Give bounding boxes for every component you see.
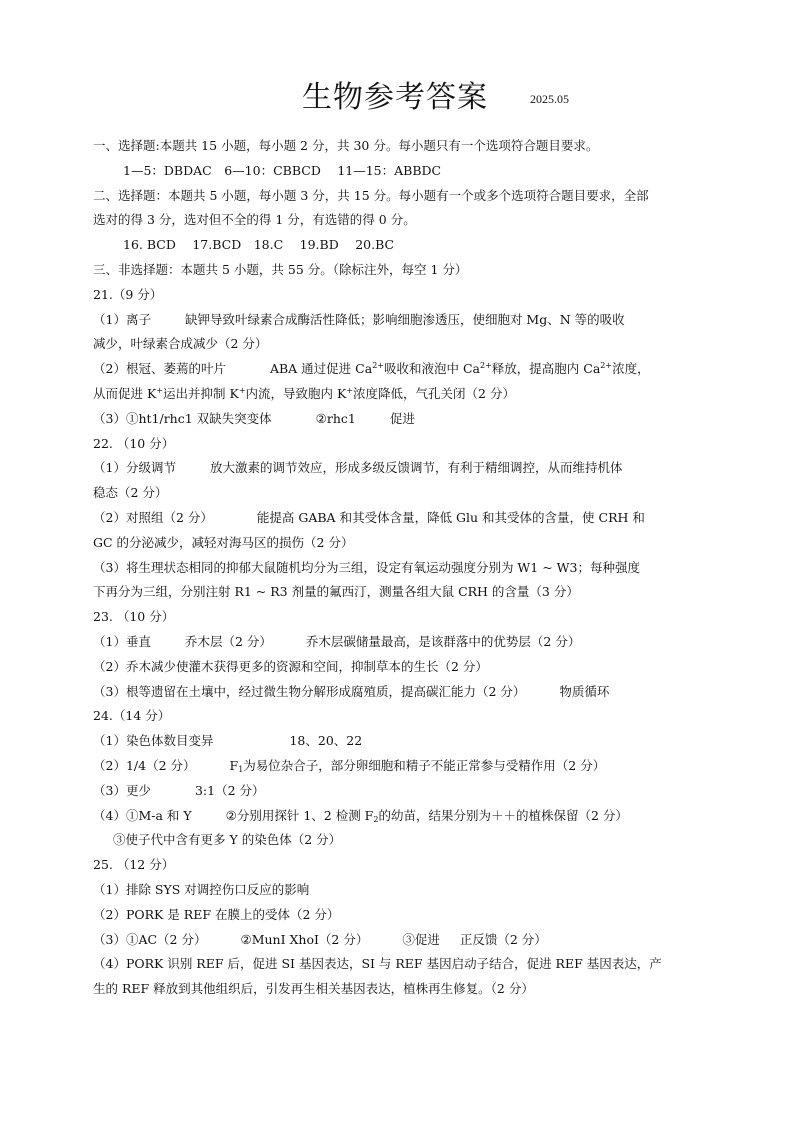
q22-part1-line2: 稳态（2 分）: [93, 485, 168, 501]
section2-heading-line2: 选对的得 3 分，选对但不全的得 1 分，有选错的得 0 分。: [93, 212, 416, 228]
q21-part3: （3）①ht1/rhc1 双缺失突变体 ②rhc1 促进: [93, 410, 415, 426]
q21-part1-line2: 减少，叶绿素合成减少（2 分）: [93, 336, 268, 352]
q24-part3: （3）更少 3:1（2 分）: [93, 782, 265, 798]
q22-part3-line1: （3）将生理状态相同的抑郁大鼠随机均分为三组，设定有氧运动强度分别为 W1 ~ W3；每种强度: [93, 559, 640, 575]
q25-part2: （2）PORK 是 REF 在膜上的受体（2 分）: [93, 906, 340, 922]
q22-part1-line1: （1）分级调节 放大激素的调节效应，形成多级反馈调节，有利于精细调控，从而维持机体: [93, 460, 623, 476]
answer-content: [93, 134, 699, 1002]
q24-title: 24.（14 分）: [93, 708, 171, 724]
q25-part3: （3）①AC（2 分） ②MunI XhoI（2 分） ③促进 正反馈（2 分）: [93, 931, 547, 947]
q22-part2-line2: GC 的分泌减少，减轻对海马区的损伤（2 分）: [93, 534, 354, 550]
section1-heading: 一、选择题:本题共 15 小题，每小题 2 分，共 30 分。每小题只有一个选项符合题目要求。: [93, 138, 599, 153]
q22-part2-line1: （2）对照组（2 分） 能提高 GABA 和其受体含量，降低 Glu 和其受体的含量，使 CRH 和: [93, 509, 645, 525]
section1-answers: 1—5：DBDAC 6—10：CBBCD 11—15：ABBDC: [123, 162, 442, 178]
page-title: 生物参考答案: [302, 80, 488, 115]
page-date: 2025.05: [530, 92, 569, 106]
q21-part1-line1: [93, 308, 699, 333]
q23-title: 23. （10 分）: [93, 609, 175, 625]
q25-title: 25. （12 分）: [93, 857, 175, 873]
q24-part1: （1）染色体数目变异 18、20、22: [93, 733, 363, 749]
section2-heading-line1: 二、选择题：本题共 5 小题，每小题 3 分，共 15 分。每小题有一个或多个选项符合题目要求，全部: [93, 187, 649, 203]
q24-part4-line2: ③使子代中含有更多 Y 的染色体（2 分）: [113, 832, 342, 848]
q21-part2-label: （2）根冠、萎蔫的叶片: [93, 361, 226, 377]
q23-part2: （2）乔木减少使灌木获得更多的资源和空间，抑制草本的生长（2 分）: [93, 658, 488, 674]
q22-title: 22. （10 分）: [93, 435, 175, 451]
section3-heading: 三、非选择题：本题共 5 小题，共 55 分。（除标注外，每空 1 分）: [93, 261, 468, 277]
q24-part4-line1: （4）①M-a 和 Y ②分别用探针 1、2 检测 $F_2$的幼苗，结果分别为＋＋的植株保留（2 分）: [93, 807, 628, 824]
q25-part1: （1）排除 SYS 对调控伤口反应的影响: [93, 881, 310, 897]
q21-part2-line2: 从而促进 K+运出并抑制 K+内流，导致胞内 K+浓度降低，气孔关闭（2 分）: [93, 385, 515, 401]
q21-part1-text: 缺钾导致叶绿素合成酶活性降低；影响细胞渗透压，使细胞对 Mg、N 等的吸收: [184, 311, 625, 327]
q24-part2: （2）1/4（2 分） $F_1$为易位杂合子，部分卵细胞和精子不能正常参与受精作用（2 分）: [93, 757, 606, 774]
q25-part4-line2: 生的 REF 释放到其他组织后，引发再生相关基因表达，植株再生修复。（2 分）: [93, 981, 534, 997]
title-row: [0, 78, 794, 118]
section2-answers: 16. BCD 17.BCD 18.C 19.BD 20.BC: [123, 237, 395, 253]
q21-part1-label: （1）离子: [93, 311, 151, 327]
q23-part1: （1）垂直 乔木层（2 分） 乔木层碳储量最高，是该群落中的优势层（2 分）: [93, 633, 581, 649]
q22-part3-line2: 下再分为三组，分别注射 R1 ~ R3 剂量的氟西汀，测量各组大鼠 CRH 的含量（3 分）: [93, 584, 579, 600]
q25-part4-line1: （4）PORK 识别 REF 后，促进 SI 基因表达，SI 与 REF 基因启动子结合，促进 REF 基因表达，产: [93, 956, 662, 972]
q21-title: 21.（9 分）: [93, 286, 163, 302]
q23-part3: （3）根等遗留在土壤中，经过微生物分解形成腐殖质，提高碳汇能力（2 分） 物质循环: [93, 683, 610, 699]
q21-part2-line1: （2）根冠、萎蔫的叶片 ABA 通过促进 $Ca^{2+}$吸收和液泡中 $Ca^{2+}$释放，提高胞内 $Ca^{2+}$浓度，: [93, 361, 650, 377]
